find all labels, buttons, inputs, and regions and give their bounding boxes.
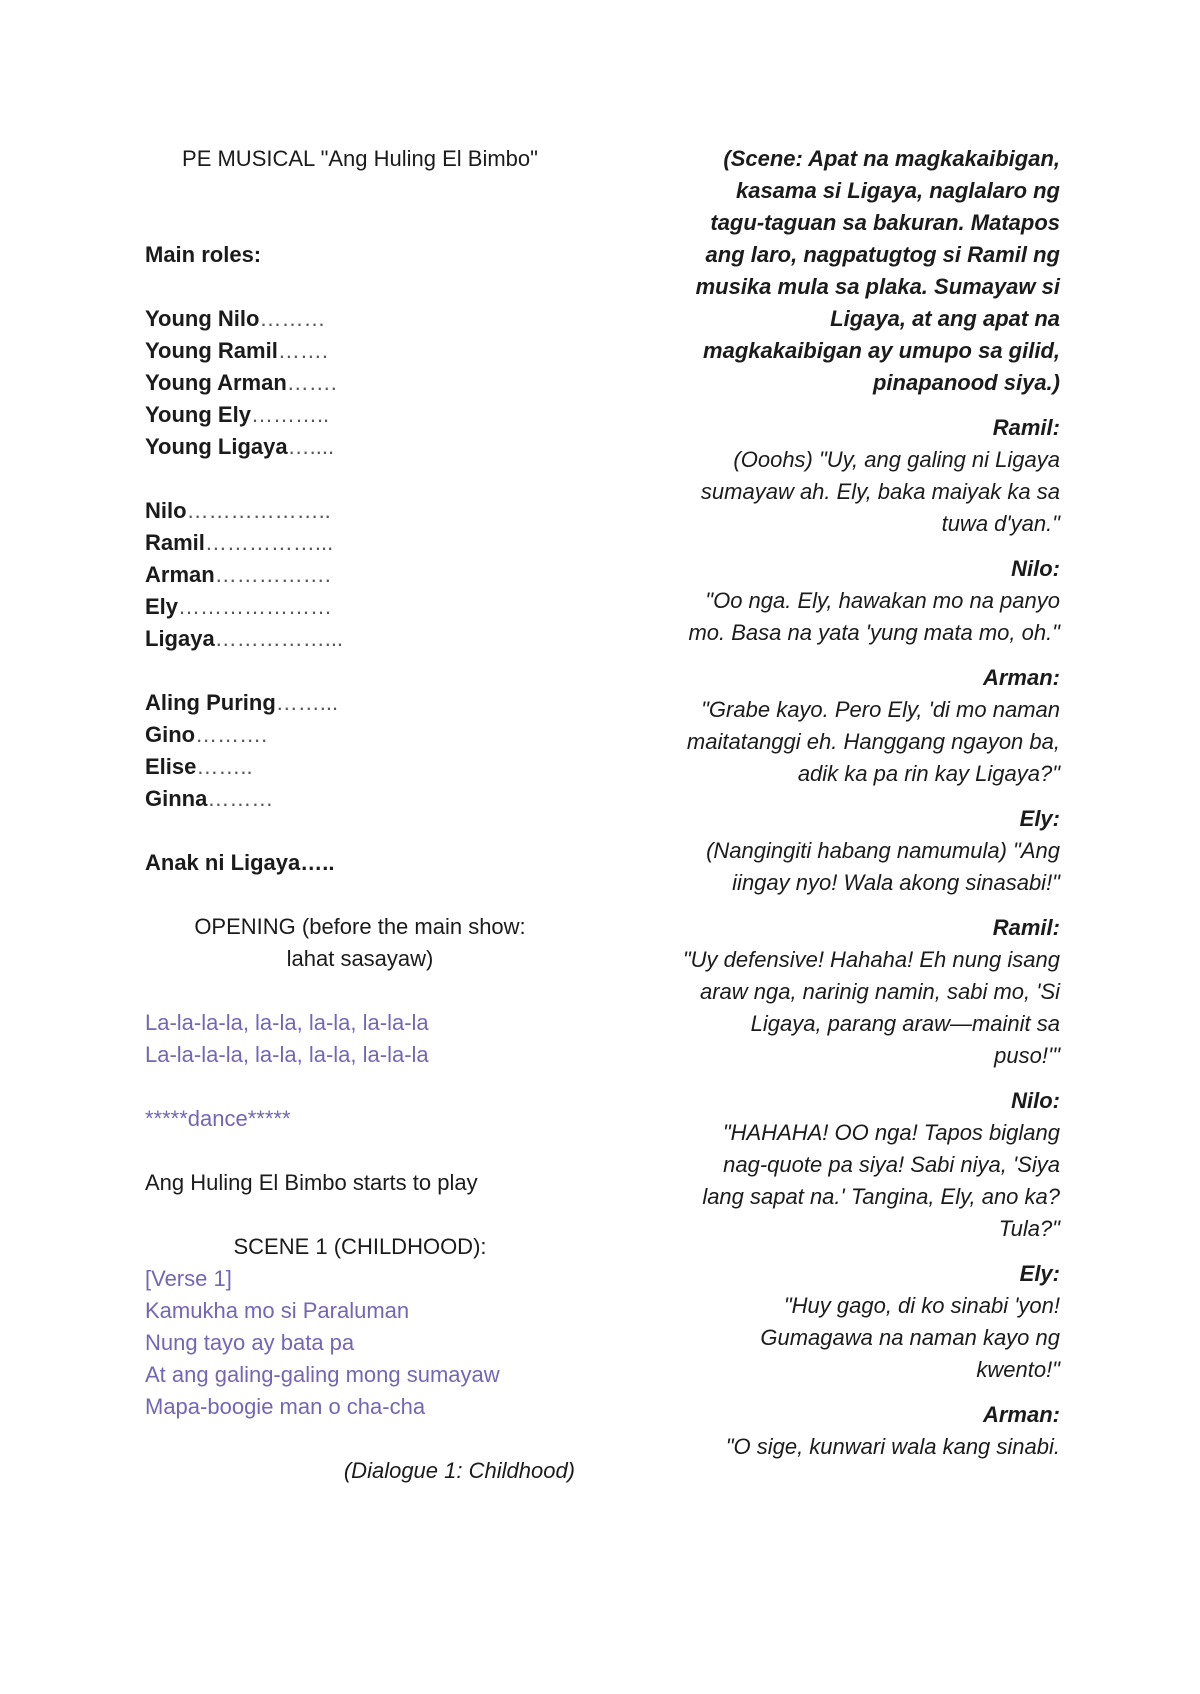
role-name: Young Arman [145, 370, 287, 395]
left-column [145, 143, 575, 1487]
scene-direction-line: Ligaya, at ang apat na [830, 306, 1060, 331]
role-dots: ……………. [214, 562, 331, 587]
lalala-line: La-la-la-la, la-la, la-la, la-la-la [145, 1010, 429, 1035]
dialogue-block [630, 803, 1060, 899]
dialogue-line: "O sige, kunwari wala kang sinabi. [725, 1434, 1060, 1459]
dialogue-line: puso!'" [994, 1043, 1060, 1068]
speaker-name: Arman: [982, 665, 1060, 690]
role-name: Elise [145, 754, 197, 779]
opening-line-2: lahat sasayaw) [286, 946, 434, 971]
dialogue-block [630, 553, 1060, 649]
scene1-heading: SCENE 1 (CHILDHOOD): [233, 1234, 487, 1259]
dialogue-note: (Dialogue 1: Childhood) [343, 1458, 575, 1483]
role-entry [145, 783, 575, 815]
role-dots: ……... [275, 690, 339, 715]
speaker-name: Arman: [982, 1402, 1060, 1427]
dialogue-line: (Ooohs) "Uy, ang galing ni Ligaya [733, 447, 1060, 472]
role-entry [145, 495, 575, 527]
role-dots: ……… [207, 786, 274, 811]
dialogue-line: adik ka pa rin kay Ligaya?" [797, 761, 1060, 786]
role-entry [145, 367, 575, 399]
speaker-name: Nilo: [1011, 1088, 1060, 1113]
scene-direction-line: ang laro, nagpatugtog si Ramil ng [705, 242, 1060, 267]
dialogue-line: "Grabe kayo. Pero Ely, 'di mo naman [701, 697, 1060, 722]
dialogue-line: "Uy defensive! Hahaha! Eh nung isang [682, 947, 1060, 972]
spacer [145, 463, 575, 495]
role-dots: ……… [259, 306, 326, 331]
speaker-name: Nilo: [1011, 556, 1060, 581]
spacer [145, 1135, 575, 1167]
opening-line-1: OPENING (before the main show: [194, 914, 526, 939]
role-dots: ……………... [204, 530, 334, 555]
role-name: Young Ligaya [145, 434, 288, 459]
role-name: Ligaya [145, 626, 215, 651]
speaker-name: Ramil: [992, 915, 1060, 940]
dialogue-line: Tula?" [998, 1216, 1060, 1241]
role-entry [145, 719, 575, 751]
role-name: Ramil [145, 530, 205, 555]
dialogue-block [630, 1258, 1060, 1386]
scene-direction-line: pinapanood siya.) [872, 370, 1060, 395]
dialogue-line: maitatanggi eh. Hanggang ngayon ba, [686, 729, 1060, 754]
role-entry [145, 527, 575, 559]
dialogue-line: (Nangingiti habang namumula) "Ang [706, 838, 1060, 863]
scene-direction-line: (Scene: Apat na magkakaibigan, [723, 146, 1060, 171]
spacer [145, 271, 575, 303]
verse-line: Kamukha mo si Paraluman [145, 1298, 410, 1323]
spacer [145, 815, 575, 847]
dialogue-line: "Huy gago, di ko sinabi 'yon! [783, 1293, 1060, 1318]
speaker-name: Ely: [1019, 1261, 1060, 1286]
role-name: Young Ramil [145, 338, 278, 363]
main-roles-heading: Main roles: [145, 242, 262, 267]
role-name: Aling Puring [145, 690, 276, 715]
role-entry [145, 303, 575, 335]
role-dots: ….... [287, 434, 335, 459]
role-name: Young Ely [145, 402, 251, 427]
verse-line: Mapa-boogie man o cha-cha [145, 1394, 426, 1419]
role-name: Young Nilo [145, 306, 260, 331]
dialogue-block [630, 1085, 1060, 1245]
dialogue-line: iingay nyo! Wala akong sinasabi!" [732, 870, 1060, 895]
role-dots: ……. [277, 338, 328, 363]
verse-line: At ang galing-galing mong sumayaw [145, 1362, 500, 1387]
spacer [145, 879, 575, 911]
role-dots: ………. [195, 722, 268, 747]
dialogue-line: lang sapat na.' Tangina, Ely, ano ka? [702, 1184, 1060, 1209]
dialogue-line: Gumagawa na naman kayo ng [760, 1325, 1060, 1350]
other-roles-list [145, 687, 575, 815]
dialogue-block [630, 412, 1060, 540]
spacer [145, 655, 575, 687]
role-entry [145, 687, 575, 719]
dialogue-line: araw nga, narinig namin, sabi mo, 'Si [699, 979, 1060, 1004]
role-name: Nilo [145, 498, 187, 523]
adult-roles-list [145, 495, 575, 655]
scene-direction-line: magkakaibigan ay umupo sa gilid, [703, 338, 1060, 363]
role-dots: ……………….. [186, 498, 331, 523]
scene-direction-line: musika mula sa plaka. Sumayaw si [695, 274, 1060, 299]
role-dots: ……….. [250, 402, 330, 427]
dialogue-line: "HAHAHA! OO nga! Tapos biglang [722, 1120, 1060, 1145]
role-name: Ely [145, 594, 179, 619]
dialogue-block [630, 912, 1060, 1072]
scene-direction [630, 143, 1060, 399]
dialogue-block [630, 1399, 1060, 1463]
role-name: Ginna [145, 786, 208, 811]
right-column [630, 143, 1060, 1463]
speaker-name: Ely: [1019, 806, 1060, 831]
scene-direction-line: tagu-taguan sa bakuran. Matapos [710, 210, 1060, 235]
verse-line: [Verse 1] [145, 1266, 232, 1291]
role-dots: …….. [196, 754, 253, 779]
role-dots: ……………... [214, 626, 344, 651]
role-entry [145, 591, 575, 623]
dialogue-line: kwento!" [976, 1357, 1060, 1382]
spacer [145, 1071, 575, 1103]
verse-line: Nung tayo ay bata pa [145, 1330, 355, 1355]
document-title: PE MUSICAL "Ang Huling El Bimbo" [182, 146, 538, 171]
dance-marker: *****dance***** [145, 1106, 291, 1131]
spacer [145, 175, 575, 239]
young-roles-list [145, 303, 575, 463]
dialogue-line: Ligaya, parang araw—mainit sa [750, 1011, 1060, 1036]
role-entry [145, 431, 575, 463]
dialogue-line: tuwa d'yan." [941, 511, 1060, 536]
role-entry [145, 399, 575, 431]
dialogue-line: mo. Basa na yata 'yung mata mo, oh." [688, 620, 1060, 645]
dialogue-line: nag-quote pa siya! Sabi niya, 'Siya [723, 1152, 1060, 1177]
role-entry [145, 751, 575, 783]
role-name: Arman [145, 562, 215, 587]
role-name: Gino [145, 722, 196, 747]
spacer [145, 1423, 575, 1455]
dialogue-line: "Oo nga. Ely, hawakan mo na panyo [705, 588, 1060, 613]
role-entry [145, 559, 575, 591]
scene-direction-line: kasama si Ligaya, naglalaro ng [735, 178, 1060, 203]
speaker-name: Ramil: [992, 415, 1060, 440]
lalala-line: La-la-la-la, la-la, la-la, la-la-la [145, 1042, 429, 1067]
starts-to-play: Ang Huling El Bimbo starts to play [145, 1170, 478, 1195]
role-dots: ……. [286, 370, 337, 395]
spacer [145, 975, 575, 1007]
dialogue-block [630, 662, 1060, 790]
role-dots: ………………… [178, 594, 333, 619]
dialogue-line: sumayaw ah. Ely, baka maiyak ka sa [700, 479, 1060, 504]
anak-role: Anak ni Ligaya….. [145, 850, 335, 875]
role-entry [145, 335, 575, 367]
role-entry [145, 623, 575, 655]
spacer [145, 1199, 575, 1231]
